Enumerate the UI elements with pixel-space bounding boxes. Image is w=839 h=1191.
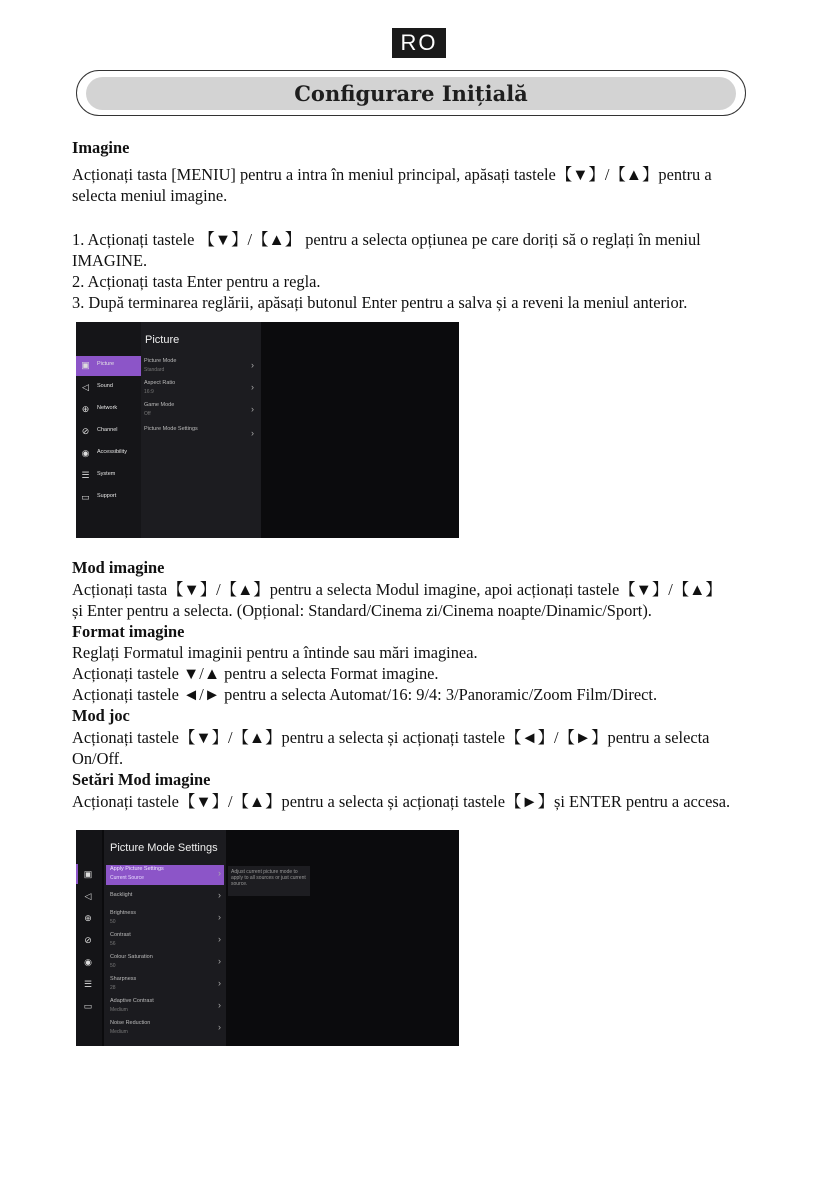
tv-nav-label: Accessibility	[97, 449, 127, 455]
system-icon: ☰	[83, 979, 93, 989]
paragraph-line: Acționați tasta [MENIU] pentru a intra în meniul principal, apăsați tastele【▼】/【▲】pentru a	[72, 165, 712, 184]
option-name: Backlight	[110, 892, 133, 898]
tv-nav-sound[interactable]	[76, 378, 141, 398]
tv-menu-title: Picture Mode Settings	[110, 842, 218, 854]
tv-option-apply-picture-settings[interactable]	[106, 865, 224, 885]
language-badge: RO	[392, 28, 446, 58]
picture-icon: ▣	[83, 869, 93, 879]
option-value: 50	[110, 963, 116, 969]
tv-option-backlight[interactable]	[106, 887, 224, 907]
tv-option-colour-saturation[interactable]	[106, 953, 224, 973]
tv-nav-network[interactable]	[76, 400, 141, 420]
tv-nav-picture[interactable]	[76, 356, 141, 376]
tv-nav-channel[interactable]	[76, 930, 102, 950]
paragraph-line: Acționați tasta【▼】/【▲】pentru a selecta Modul imagine, apoi acționați tastele【▼】/【▲】	[72, 580, 722, 599]
picture-menu-screenshot	[76, 322, 459, 538]
tv-option-brightness[interactable]	[106, 909, 224, 929]
chevron-right-icon: ›	[251, 404, 254, 414]
tv-nav-sound[interactable]	[76, 886, 102, 906]
chevron-right-icon: ›	[218, 978, 221, 988]
step-line: 3. După terminarea reglării, apăsați butonul Enter pentru a salva și a reveni la meniul anterior.	[72, 293, 688, 312]
option-name: Brightness	[110, 910, 136, 916]
tv-menu-title: Picture	[145, 334, 180, 346]
chevron-right-icon: ›	[218, 934, 221, 944]
section-heading-setari-mod-imagine: Setări Mod imagine	[72, 770, 211, 789]
tv-option-sharpness[interactable]	[106, 975, 224, 995]
option-value: Current Source	[110, 875, 144, 881]
section-heading-mod-joc: Mod joc	[72, 706, 130, 725]
option-name: Aspect Ratio	[144, 380, 176, 386]
paragraph-line: selecta meniul imagine.	[72, 186, 228, 205]
chevron-right-icon: ›	[251, 428, 254, 438]
option-name: Adaptive Contrast	[110, 998, 154, 1004]
chevron-right-icon: ›	[218, 868, 221, 878]
tv-option-aspect-ratio[interactable]	[144, 380, 256, 400]
system-icon: ☰	[81, 470, 90, 480]
option-name: Apply Picture Settings	[110, 866, 164, 872]
tv-nav-label: Support	[97, 493, 117, 499]
tv-nav-label: Network	[97, 405, 118, 411]
chevron-right-icon: ›	[218, 1022, 221, 1032]
chevron-right-icon: ›	[251, 360, 254, 370]
option-name: Sharpness	[110, 976, 137, 982]
support-icon: ▭	[81, 492, 90, 502]
tv-nav-accessibility[interactable]	[76, 444, 141, 464]
channel-icon: ⊘	[84, 935, 92, 945]
tv-option-noise-reduction[interactable]	[106, 1019, 224, 1039]
tv-option-picture-mode-settings[interactable]	[144, 426, 256, 446]
option-value: 50	[110, 919, 116, 925]
chevron-right-icon: ›	[218, 1000, 221, 1010]
tv-nav-label: Sound	[97, 383, 113, 389]
option-value: Medium	[110, 1029, 128, 1035]
speaker-icon: ◁	[84, 891, 92, 901]
step-line: 2. Acționați tasta Enter pentru a regla.	[72, 272, 321, 291]
tv-nav-support[interactable]	[76, 488, 141, 508]
step-line: IMAGINE.	[72, 251, 148, 270]
option-name: Picture Mode	[144, 358, 177, 364]
page-title: Configurare Inițială	[86, 77, 736, 110]
tv-option-game-mode[interactable]	[144, 402, 256, 422]
section-heading-mod-imagine: Mod imagine	[72, 558, 165, 577]
chevron-right-icon: ›	[218, 912, 221, 922]
tv-option-contrast[interactable]	[106, 931, 224, 951]
tv-option-adaptive-contrast[interactable]	[106, 997, 224, 1017]
tv-nav-system[interactable]	[76, 466, 141, 486]
paragraph-line: Acționați tastele【▼】/【▲】pentru a selecta și acționați tastele【►】și ENTER pentru a accesa.	[72, 792, 731, 811]
option-value: Medium	[110, 1007, 128, 1013]
paragraph-line: Acționați tastele ▼/▲ pentru a selecta Format imagine.	[72, 664, 439, 683]
option-value: Off	[144, 411, 151, 417]
tv-nav-system[interactable]	[76, 974, 102, 994]
step-line: 1. Acționați tastele 【▼】/【▲】 pentru a selecta opțiunea pe care doriți să o reglați în meniul	[72, 230, 701, 249]
paragraph-line: Reglați Formatul imaginii pentru a întinde sau mări imaginea.	[72, 643, 478, 662]
tv-nav-label: Channel	[97, 427, 118, 433]
option-value: 28	[110, 985, 116, 991]
accessibility-icon: ◉	[84, 957, 92, 967]
tv-nav-channel[interactable]	[76, 422, 141, 442]
tv-option-picture-mode[interactable]	[144, 358, 256, 378]
chevron-right-icon: ›	[218, 890, 221, 900]
accessibility-icon: ◉	[81, 448, 90, 458]
option-name: Colour Saturation	[110, 954, 153, 960]
section-heading-format-imagine: Format imagine	[72, 622, 185, 641]
option-name: Game Mode	[144, 402, 175, 408]
tv-nav-accessibility[interactable]	[76, 952, 102, 972]
tv-help-tooltip: Adjust current picture mode to apply to all sources or just current source.	[228, 866, 310, 896]
channel-icon: ⊘	[81, 426, 90, 436]
option-name: Picture Mode Settings	[144, 426, 198, 432]
picture-icon: ▣	[81, 360, 90, 370]
option-value: 16:9	[144, 389, 154, 395]
chevron-right-icon: ›	[218, 956, 221, 966]
support-icon: ▭	[83, 1001, 93, 1011]
paragraph-line: Acționați tastele【▼】/【▲】pentru a selecta și acționați tastele【◄】/【►】pentru a selecta	[72, 728, 710, 747]
paragraph-line: și Enter pentru a selecta. (Opțional: Standard/Cinema zi/Cinema noapte/Dinamic/Sport).	[72, 601, 652, 620]
paragraph-line: Acționați tastele ◄/► pentru a selecta Automat/16: 9/4: 3/Panoramic/Zoom Film/Direct.	[72, 685, 658, 704]
tv-nav-network[interactable]	[76, 908, 102, 928]
option-value: Standard	[144, 367, 165, 373]
option-value: 56	[110, 941, 116, 947]
tv-nav-label: Picture	[97, 361, 115, 367]
globe-icon: ⊕	[81, 404, 90, 414]
chevron-right-icon: ›	[251, 382, 254, 392]
tv-nav-picture[interactable]	[76, 864, 102, 884]
globe-icon: ⊕	[84, 913, 92, 923]
tv-nav-label: System	[97, 471, 116, 477]
speaker-icon: ◁	[82, 382, 89, 392]
picture-mode-settings-screenshot	[76, 830, 459, 1046]
paragraph-line: On/Off.	[72, 749, 124, 768]
option-name: Contrast	[110, 932, 131, 938]
option-name: Noise Reduction	[110, 1020, 151, 1026]
section-heading-imagine: Imagine	[72, 138, 130, 157]
tv-nav-support[interactable]	[76, 996, 102, 1016]
